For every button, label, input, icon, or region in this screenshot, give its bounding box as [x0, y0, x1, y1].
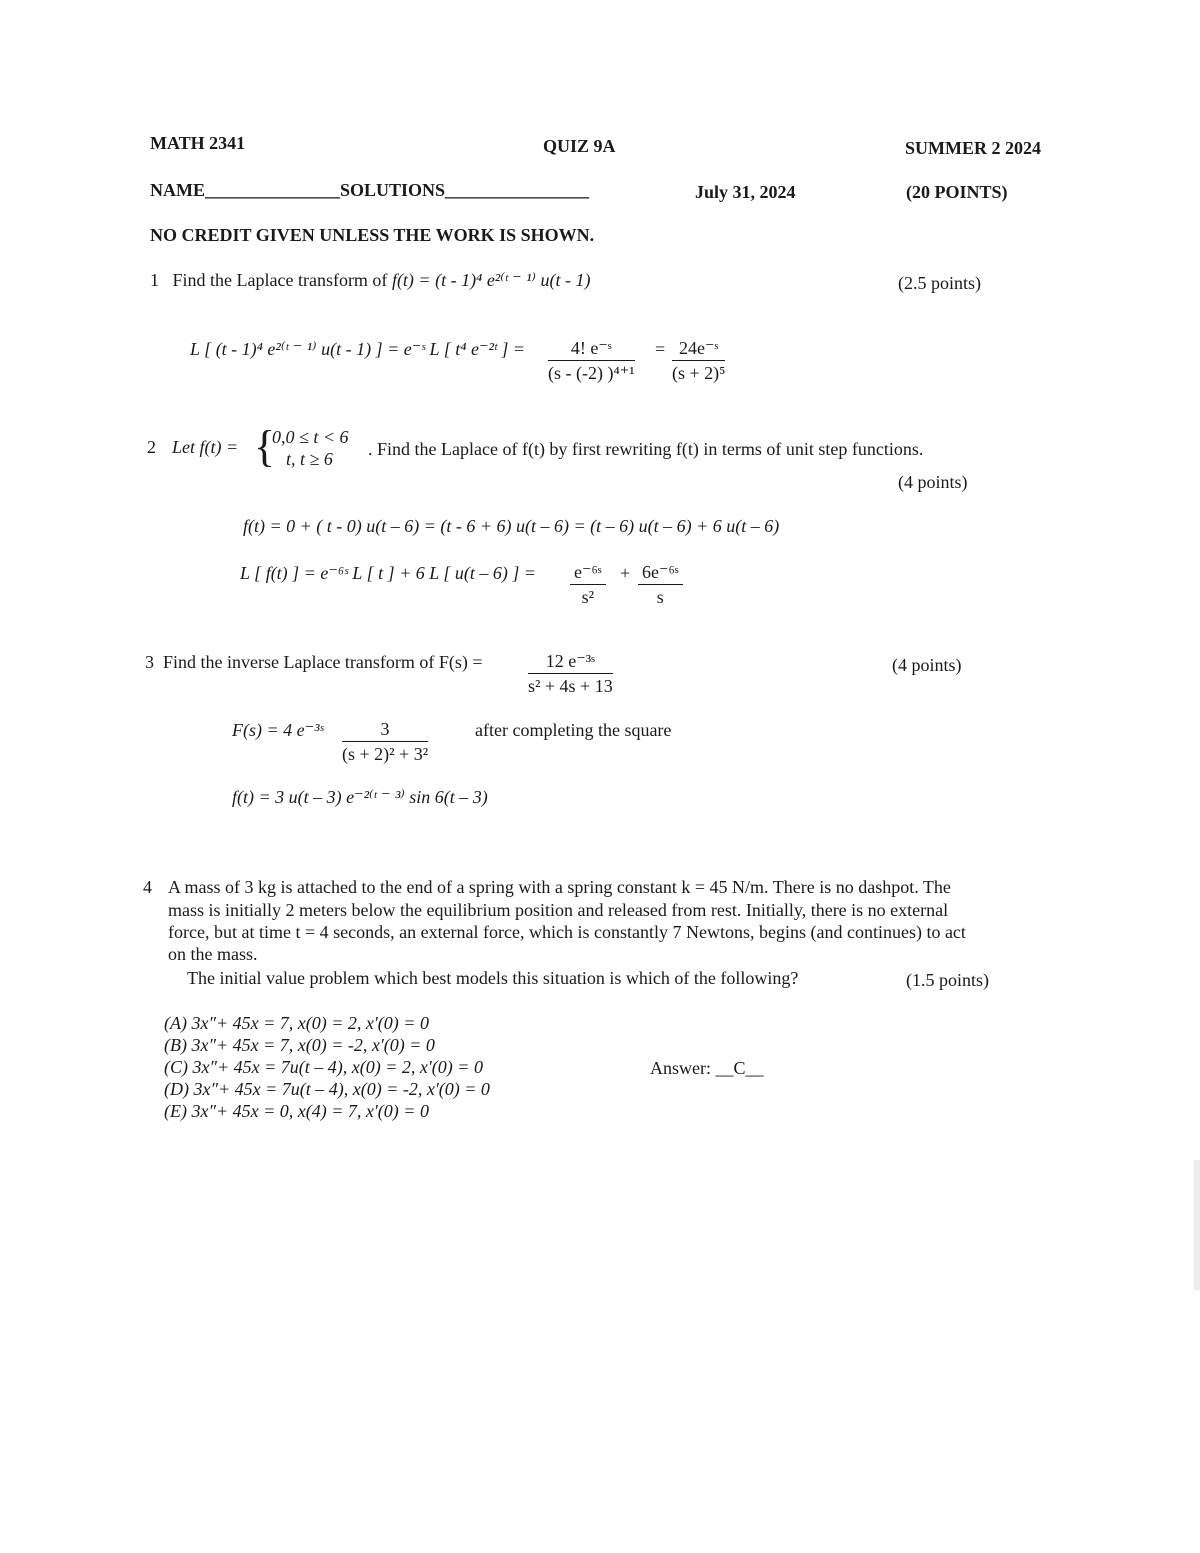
- q3-number: 3: [145, 652, 154, 672]
- q1-solution-lhs: L [ (t - 1)⁴ e²⁽ᵗ ⁻ ¹⁾ u(t - 1) ] = e⁻ˢ L [ t⁴ e⁻²ᵗ ] =: [190, 339, 526, 359]
- q1-fraction-2-num: 24e⁻ˢ: [672, 338, 725, 361]
- q2-fraction-1-den: s²: [581, 586, 594, 607]
- q4-text-line-2: mass is initially 2 meters below the equilibrium position and released from rest. Initially, there is no external: [168, 900, 949, 920]
- q3-fraction-num: 12 e⁻³ˢ: [528, 651, 613, 674]
- q4-option-a: (A) 3x″+ 45x = 7, x(0) = 2, x′(0) = 0: [164, 1013, 429, 1033]
- q4-number: 4: [143, 877, 152, 897]
- q3-fraction: [528, 651, 613, 696]
- scan-edge-shadow: [1194, 1160, 1200, 1290]
- total-points: (20 POINTS): [906, 182, 1008, 202]
- name-line-right: ________________: [445, 180, 590, 200]
- q1-prompt-text: Find the Laplace transform of: [172, 270, 388, 290]
- q3-line-2: f(t) = 3 u(t – 3) e⁻²⁽ᵗ ⁻ ³⁾ sin 6(t – 3): [232, 787, 488, 807]
- q3-prompt-text: Find the inverse Laplace transform of F(s) =: [163, 652, 483, 672]
- q4-option-b: (B) 3x″+ 45x = 7, x(0) = -2, x′(0) = 0: [164, 1035, 435, 1055]
- q2-brace: {: [254, 422, 276, 471]
- q4-text-line-1: A mass of 3 kg is attached to the end of a spring with a spring constant k = 45 N/m. There is no dashpot. The: [168, 877, 951, 897]
- q3-prompt: [145, 652, 483, 673]
- course-code: MATH 2341: [150, 133, 246, 153]
- q4-question: The initial value problem which best models this situation is which of the following?: [187, 968, 799, 988]
- q3-line-1-fraction-den: (s + 2)² + 3²: [342, 743, 429, 764]
- q1-function: f(t) = (t - 1)⁴ e²⁽ᵗ ⁻ ¹⁾ u(t - 1): [391, 270, 591, 290]
- q1-fraction-2: [672, 338, 725, 383]
- q2-line-1: f(t) = 0 + ( t - 0) u(t – 6) = (t - 6 + 6) u(t – 6) = (t – 6) u(t – 6) + 6 u(t – 6): [243, 516, 780, 536]
- term-label: SUMMER 2 2024: [905, 138, 1041, 158]
- q1-fraction-1: [548, 338, 635, 383]
- q2-prompt-end: . Find the Laplace of f(t) by first rewriting f(t) in terms of unit step functions.: [368, 439, 924, 459]
- q4-option-e: (E) 3x″+ 45x = 0, x(4) = 7, x′(0) = 0: [164, 1101, 429, 1121]
- q1-number: 1: [150, 270, 159, 290]
- q1-equals: =: [655, 339, 666, 359]
- name-label: NAME: [150, 180, 205, 200]
- q2-number: 2: [147, 437, 156, 457]
- q3-points: (4 points): [892, 655, 962, 675]
- q4-answer: [650, 1058, 764, 1079]
- q4-answer-value: __C__: [715, 1058, 764, 1078]
- name-field: [150, 180, 589, 201]
- q1-fraction-1-den: (s - (-2) )⁴⁺¹: [548, 362, 635, 383]
- q2-fraction-1: [570, 562, 606, 607]
- q4-option-c: (C) 3x″+ 45x = 7u(t – 4), x(0) = 2, x′(0) = 0: [164, 1057, 483, 1077]
- q1-points: (2.5 points): [898, 273, 981, 293]
- q2-line-2-lhs: L [ f(t) ] = e⁻⁶ˢ L [ t ] + 6 L [ u(t – 6) ] =: [240, 563, 537, 583]
- q2-case-1: 0,0 ≤ t < 6: [272, 427, 349, 447]
- q4-option-d: (D) 3x″+ 45x = 7u(t – 4), x(0) = -2, x′(0) = 0: [164, 1079, 490, 1099]
- q4-text-line-4: on the mass.: [168, 944, 258, 964]
- credit-notice: NO CREDIT GIVEN UNLESS THE WORK IS SHOWN.: [150, 225, 595, 245]
- q2-fraction-2-den: s: [656, 586, 664, 607]
- q3-line-1-fraction-num: 3: [342, 719, 428, 742]
- q2-fraction-1-num: e⁻⁶ˢ: [570, 562, 606, 585]
- q3-line-1-lhs: F(s) = 4 e⁻³ˢ: [232, 720, 324, 740]
- q4-answer-label: Answer:: [650, 1058, 711, 1078]
- q1-prompt: [150, 270, 590, 291]
- q2-plus: +: [620, 563, 631, 583]
- q3-fraction-den: s² + 4s + 13: [528, 675, 613, 696]
- q4-points: (1.5 points): [906, 970, 989, 990]
- q2-points: (4 points): [898, 472, 968, 492]
- q3-line-1-note: after completing the square: [475, 720, 672, 740]
- q2-prompt-start: Let f(t) =: [172, 437, 239, 457]
- q3-line-1-fraction: [342, 719, 428, 764]
- q4-text-line-3: force, but at time t = 4 seconds, an external force, which is constantly 7 Newtons, begins (and continues) to act: [168, 922, 966, 942]
- q1-fraction-2-den: (s + 2)⁵: [672, 362, 726, 383]
- quiz-date: July 31, 2024: [695, 182, 796, 202]
- quiz-title: QUIZ 9A: [543, 136, 616, 156]
- q1-fraction-1-num: 4! e⁻ˢ: [548, 338, 635, 361]
- q2-fraction-2-num: 6e⁻⁶ˢ: [638, 562, 683, 585]
- q2-fraction-2: [638, 562, 683, 607]
- q2-case-2: t, t ≥ 6: [286, 449, 333, 469]
- name-line-left: _______________: [205, 180, 340, 200]
- name-value: SOLUTIONS: [340, 180, 446, 200]
